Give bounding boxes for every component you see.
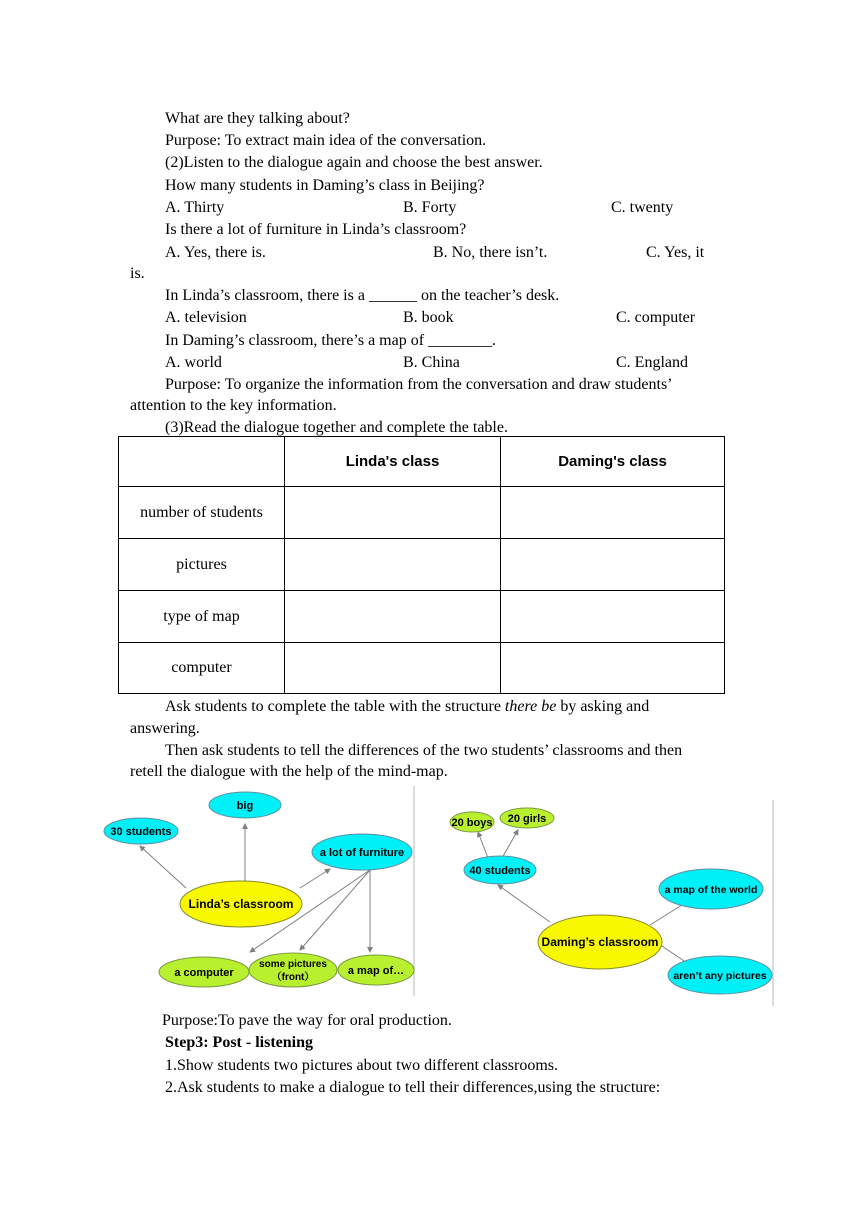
ask-line-1 bbox=[165, 697, 649, 717]
svg-text:a computer: a computer bbox=[174, 967, 234, 979]
q1-option-b: B. Forty bbox=[403, 199, 457, 216]
svg-text:Daming’s classroom: Daming’s classroom bbox=[541, 935, 659, 949]
ask-text-end: by asking and bbox=[556, 698, 650, 715]
question-2: Is there a lot of furniture in Linda’s classroom? bbox=[165, 221, 467, 238]
node-20-girls bbox=[500, 808, 554, 828]
question-1: How many students in Daming’s class in Beijing? bbox=[165, 177, 485, 194]
svg-text:big: big bbox=[236, 800, 254, 812]
step3-heading: Step3: Post - listening bbox=[165, 1034, 313, 1051]
q4-option-b: B. China bbox=[403, 354, 460, 371]
table-cell bbox=[285, 591, 501, 643]
svg-text:40 students: 40 students bbox=[469, 865, 531, 877]
svg-text:20 boys: 20 boys bbox=[451, 817, 493, 829]
node-no-pictures bbox=[668, 956, 772, 994]
q3-option-c: C. computer bbox=[616, 309, 696, 326]
question-3: In Linda’s classroom, there is a ______ on the teacher’s desk. bbox=[165, 287, 560, 304]
table-row bbox=[119, 643, 725, 694]
node-map-of-world bbox=[659, 869, 763, 909]
table-cell bbox=[285, 539, 501, 591]
row-label: number of students bbox=[119, 487, 285, 539]
svg-text:aren’t any pictures: aren’t any pictures bbox=[673, 970, 767, 982]
node-map-of bbox=[338, 955, 414, 985]
q2-option-a: A. Yes, there is. bbox=[165, 244, 266, 261]
row-label: type of map bbox=[119, 591, 285, 643]
q3-option-a: A. television bbox=[165, 309, 247, 326]
node-some-pictures bbox=[249, 953, 337, 987]
node-daming-classroom bbox=[538, 915, 662, 969]
q4-option-c: C. England bbox=[616, 354, 688, 371]
q2-option-c: C. Yes, it bbox=[646, 244, 705, 261]
question-line: What are they talking about? bbox=[165, 110, 350, 127]
ask-text: Ask students to complete the table with the structure bbox=[165, 698, 505, 715]
node-30-students bbox=[104, 818, 178, 844]
q1-option-a: A. Thirty bbox=[165, 199, 225, 216]
step3-item-1: 1.Show students two pictures about two different classrooms. bbox=[165, 1057, 558, 1074]
table-row bbox=[119, 487, 725, 539]
question-4: In Daming’s classroom, there’s a map of ________. bbox=[165, 332, 497, 349]
then-line-1: Then ask students to tell the differences of the two students’ classrooms and then bbox=[165, 742, 683, 759]
table-cell bbox=[285, 487, 501, 539]
table-cell bbox=[501, 643, 725, 694]
q3-option-b: B. book bbox=[403, 309, 454, 326]
purpose-line-2a: Purpose: To organize the information from the conversation and draw students’ bbox=[165, 376, 673, 393]
table-header-daming: Daming's class bbox=[501, 437, 725, 487]
table-cell bbox=[501, 539, 725, 591]
table-row bbox=[119, 539, 725, 591]
svg-text:（front）: （front） bbox=[271, 972, 315, 983]
comparison-table bbox=[118, 436, 725, 694]
table-row bbox=[119, 591, 725, 643]
q1-option-c: C. twenty bbox=[611, 199, 674, 216]
q2-option-c-continued: is. bbox=[130, 265, 145, 282]
row-label: pictures bbox=[119, 539, 285, 591]
node-big bbox=[209, 792, 281, 818]
svg-text:a lot of furniture: a lot of furniture bbox=[319, 847, 405, 859]
mindmap-daming bbox=[440, 800, 776, 1006]
row-label: computer bbox=[119, 643, 285, 694]
q2-option-b: B. No, there isn’t. bbox=[433, 244, 548, 261]
instruction-table: (3)Read the dialogue together and complete the table. bbox=[165, 419, 508, 436]
table-cell bbox=[285, 643, 501, 694]
ask-line-2: answering. bbox=[130, 720, 200, 737]
purpose-line: Purpose: To extract main idea of the conversation. bbox=[165, 132, 487, 149]
then-line-2: retell the dialogue with the help of the mind-map. bbox=[130, 763, 448, 780]
node-furniture bbox=[312, 834, 412, 870]
svg-text:a map of…: a map of… bbox=[347, 965, 405, 977]
table-cell bbox=[501, 487, 725, 539]
table-header-empty bbox=[119, 437, 285, 487]
svg-text:some pictures: some pictures bbox=[259, 959, 327, 970]
instruction-line: (2)Listen to the dialogue again and choose the best answer. bbox=[165, 154, 543, 171]
svg-text:a map of the world: a map of the world bbox=[664, 884, 758, 896]
mindmap-linda bbox=[100, 786, 418, 996]
node-linda-classroom bbox=[180, 881, 302, 927]
step3-item-2: 2.Ask students to make a dialogue to tell their differences,using the structure: bbox=[165, 1079, 661, 1096]
table-cell bbox=[501, 591, 725, 643]
svg-text:30 students: 30 students bbox=[110, 826, 172, 838]
node-40-students bbox=[464, 856, 536, 884]
svg-text:Linda’s classroom: Linda’s classroom bbox=[188, 897, 294, 911]
table-header-linda: Linda's class bbox=[285, 437, 501, 487]
q4-option-a: A. world bbox=[165, 354, 222, 371]
node-20-boys bbox=[450, 812, 494, 832]
purpose-line-2b: attention to the key information. bbox=[130, 397, 337, 414]
there-be-emphasis: there be bbox=[504, 698, 557, 715]
node-computer bbox=[159, 957, 249, 987]
purpose-line-3: Purpose:To pave the way for oral production. bbox=[162, 1012, 452, 1029]
svg-text:20 girls: 20 girls bbox=[507, 813, 547, 825]
